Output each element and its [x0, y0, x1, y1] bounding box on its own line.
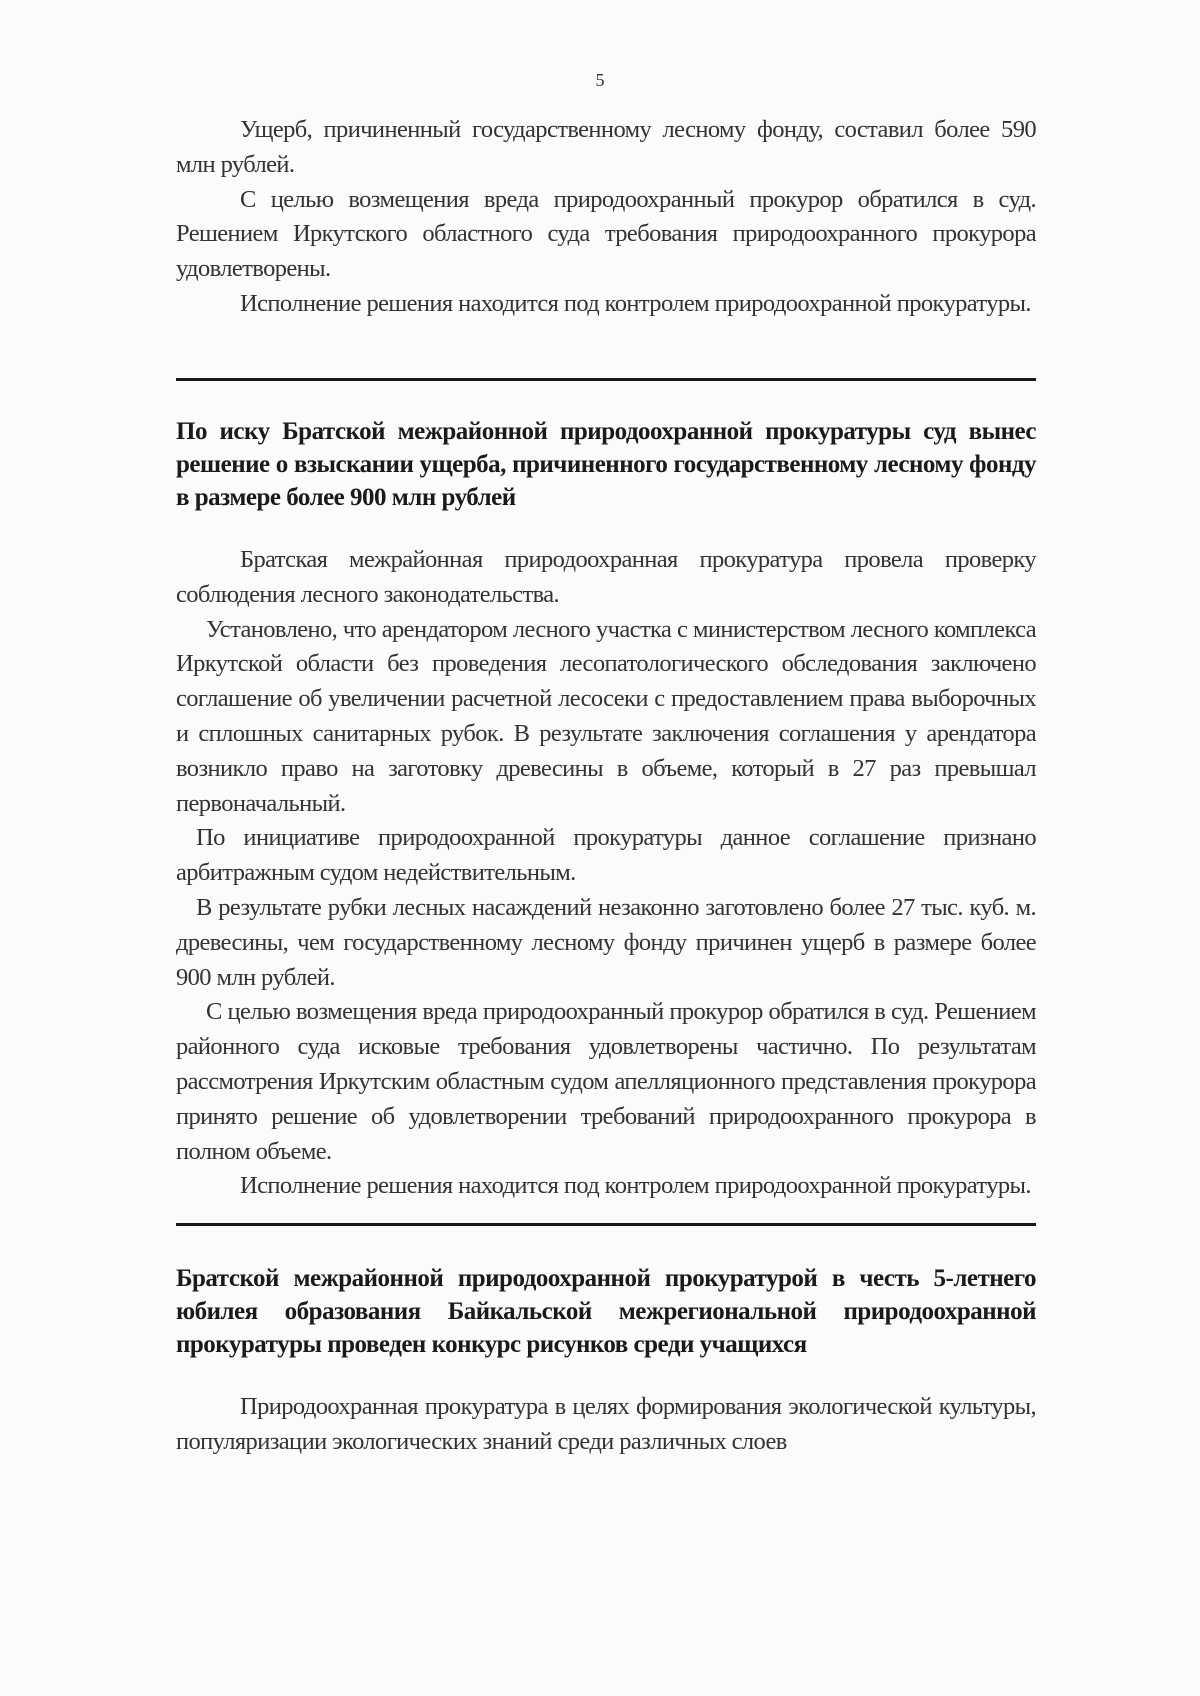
section-3	[176, 1262, 1036, 1361]
paragraph-text: Исполнение решения находится под контролем природоохранной прокуратуры.	[240, 1172, 1031, 1200]
page-number: 5	[595, 70, 605, 90]
paragraph	[176, 613, 1036, 822]
paragraph-text: Ущерб, причиненный государственному лесному фонду, составил более 590 млн рублей.	[176, 116, 1036, 178]
section-3-body	[176, 1390, 1036, 1460]
paragraph	[176, 891, 1036, 995]
paragraph-text: По инициативе природоохранной прокуратуры данное соглашение признано арбитражным судом недействительным.	[176, 824, 1036, 887]
paragraph-text: С целью возмещения вреда природоохранный прокурор обратился в суд. Решением Иркутского областного суда требования природоохранного прокурора удовлетворены.	[176, 185, 1036, 283]
paragraph-text: Природоохранная прокуратура в целях формирования экологической культуры, популяризации экологических знаний среди различных слоев	[176, 1393, 1036, 1455]
paragraph	[176, 821, 1036, 891]
paragraph-text: С целью возмещения вреда природоохранный прокурор обратился в суд. Решением районного суда исковые требования удовлетворены частично. По результатам рассмотрения Иркутским областным судом апелляционного представления прокурора принято решение об удовлетворении требований природоохранного прокурора в полном объеме.	[176, 998, 1036, 1165]
section-heading: Братской межрайонной природоохранной прокуратурой в честь 5-летнего юбилея образования Байкальской межрегиональной природоохранной прокуратуры проведен конкурс рисунков среди учащихся	[176, 1265, 1036, 1358]
paragraph-text: Установлено, что арендатором лесного участка с министерством лесного комплекса Иркутской области без проведения лесопатологического обследования заключено соглашение об увеличении расчетной лесосеки с предоставлением права выборочных и сплошных санитарных рубок. В результате заключения соглашения у арендатора возникло право на заготовку древесины в объеме, который в 27 раз превышал первоначальный.	[176, 615, 1036, 817]
paragraph	[176, 113, 1036, 183]
paragraph-text: В результате рубки лесных насаждений незаконно заготовлено более 27 тыс. куб. м. древесины, чем государственному лесному фонду причинен ущерб в размере более 900 млн рублей.	[176, 893, 1036, 991]
paragraph	[176, 183, 1036, 287]
section-divider	[176, 1223, 1036, 1226]
paragraph	[176, 543, 1036, 613]
section-2-body	[176, 543, 1036, 1204]
section-divider	[176, 378, 1036, 381]
paragraph	[176, 287, 1036, 322]
paragraph	[176, 995, 1036, 1169]
section-heading: По иску Братской межрайонной природоохранной прокуратуры суд вынес решение о взыскании ущерба, причиненного государственному лесному фонду в размере более 900 млн рублей	[176, 418, 1036, 511]
section-1	[176, 113, 1036, 322]
paragraph-text: Исполнение решения находится под контролем природоохранной прокуратуры.	[240, 289, 1031, 317]
paragraph	[176, 1390, 1036, 1460]
paragraph	[176, 1169, 1036, 1204]
paragraph-text: Братская межрайонная природоохранная прокуратура провела проверку соблюдения лесного законодательства.	[176, 546, 1036, 608]
section-2	[176, 415, 1036, 514]
